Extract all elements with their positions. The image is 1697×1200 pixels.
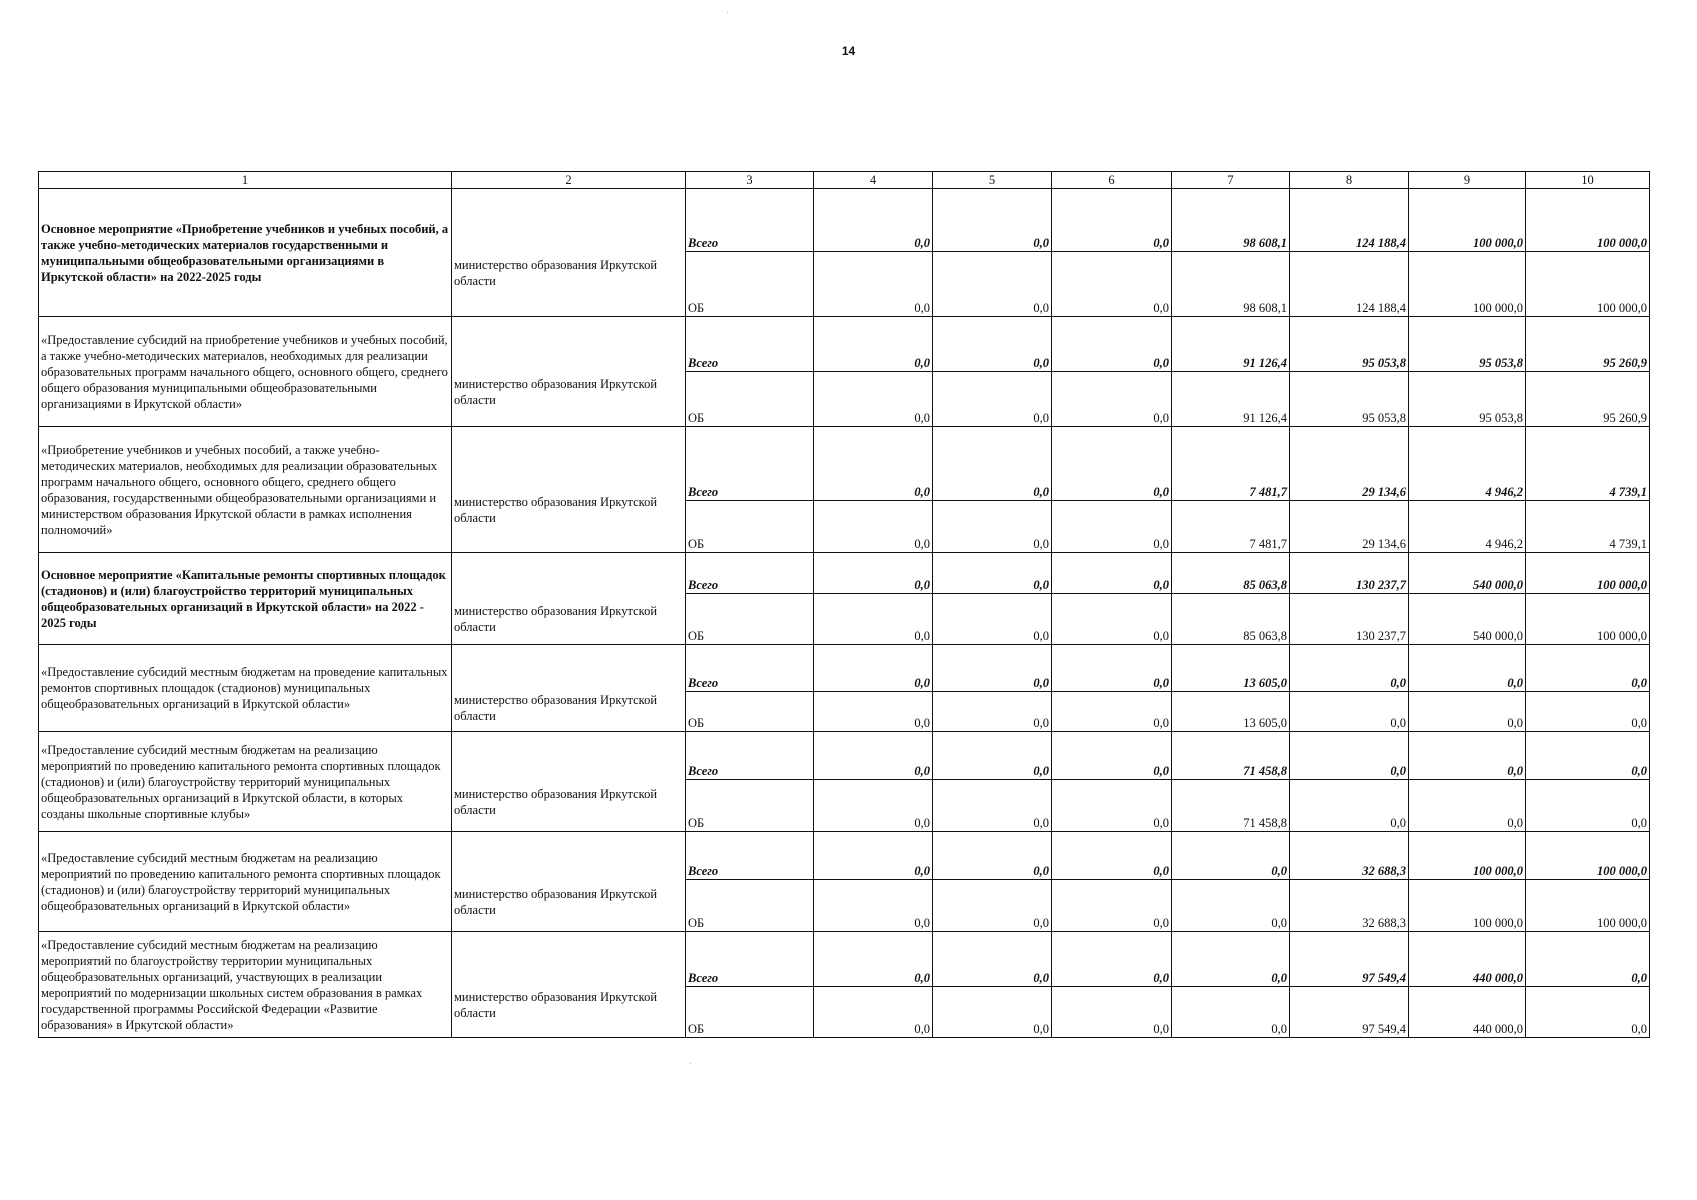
executor: министерство образования Иркутской области (452, 932, 686, 1038)
funding-label-ob: ОБ (686, 780, 814, 832)
ob-value: 0,0 (1409, 692, 1526, 732)
total-value: 0,0 (933, 932, 1052, 987)
ob-value: 0,0 (814, 987, 933, 1038)
total-value: 7 481,7 (1172, 427, 1290, 501)
total-value: 0,0 (814, 317, 933, 372)
total-value: 71 458,8 (1172, 732, 1290, 780)
column-number: 2 (452, 172, 686, 189)
ob-value: 95 053,8 (1290, 372, 1409, 427)
total-value: 29 134,6 (1290, 427, 1409, 501)
ob-value: 0,0 (1290, 692, 1409, 732)
ob-value: 100 000,0 (1526, 594, 1650, 645)
total-value: 0,0 (933, 189, 1052, 252)
total-value: 100 000,0 (1526, 832, 1650, 880)
total-value: 95 053,8 (1290, 317, 1409, 372)
ob-value: 0,0 (1052, 780, 1172, 832)
funding-label-total: Всего (686, 427, 814, 501)
total-value: 0,0 (814, 732, 933, 780)
column-number: 8 (1290, 172, 1409, 189)
total-value: 0,0 (933, 645, 1052, 692)
total-value: 95 053,8 (1409, 317, 1526, 372)
ob-value: 540 000,0 (1409, 594, 1526, 645)
ob-value: 0,0 (814, 372, 933, 427)
ob-value: 0,0 (814, 880, 933, 932)
total-value: 0,0 (1526, 932, 1650, 987)
column-number: 9 (1409, 172, 1526, 189)
column-number: 3 (686, 172, 814, 189)
page-number: 14 (841, 44, 856, 58)
program-description: «Предоставление субсидий местным бюджетам на реализацию мероприятий по проведению капитального ремонта спортивных площадок (стадионов) и (или) благоустройству территорий муниципальных общеобразовательных организаций в Иркутской области, в которых созданы школьные спортивные клубы» (39, 732, 452, 832)
total-value: 0,0 (814, 427, 933, 501)
program-description: «Предоставление субсидий местным бюджетам на реализацию мероприятий по проведению капитального ремонта спортивных площадок (стадионов) и (или) благоустройству территорий муниципальных общеобразовательных организаций в Иркутской области» (39, 832, 452, 932)
column-number: 1 (39, 172, 452, 189)
ob-value: 95 260,9 (1526, 372, 1650, 427)
column-number: 4 (814, 172, 933, 189)
ob-value: 91 126,4 (1172, 372, 1290, 427)
funding-label-total: Всего (686, 832, 814, 880)
total-value: 0,0 (1409, 732, 1526, 780)
scan-speck (727, 12, 728, 13)
executor: министерство образования Иркутской области (452, 832, 686, 932)
total-value: 0,0 (1052, 427, 1172, 501)
ob-value: 13 605,0 (1172, 692, 1290, 732)
total-value: 85 063,8 (1172, 553, 1290, 594)
ob-value: 0,0 (814, 692, 933, 732)
ob-value: 0,0 (933, 372, 1052, 427)
ob-value: 440 000,0 (1409, 987, 1526, 1038)
ob-value: 124 188,4 (1290, 252, 1409, 317)
ob-value: 0,0 (814, 780, 933, 832)
ob-value: 98 608,1 (1172, 252, 1290, 317)
program-row-total (39, 732, 1650, 780)
program-row-total (39, 317, 1650, 372)
program-description: Основное мероприятие «Капитальные ремонты спортивных площадок (стадионов) и (или) благоустройство территорий муниципальных общеобразовательных организаций в Иркутской области» на 2022 - 2025 годы (39, 553, 452, 645)
funding-label-total: Всего (686, 553, 814, 594)
total-value: 4 946,2 (1409, 427, 1526, 501)
total-value: 0,0 (1172, 832, 1290, 880)
ob-value: 0,0 (1052, 880, 1172, 932)
column-number: 10 (1526, 172, 1650, 189)
ob-value: 29 134,6 (1290, 501, 1409, 553)
executor: министерство образования Иркутской области (452, 317, 686, 427)
ob-value: 0,0 (1052, 594, 1172, 645)
ob-value: 0,0 (1052, 692, 1172, 732)
total-value: 0,0 (933, 832, 1052, 880)
executor: министерство образования Иркутской области (452, 553, 686, 645)
total-value: 0,0 (1052, 732, 1172, 780)
total-value: 0,0 (1052, 832, 1172, 880)
total-value: 100 000,0 (1526, 553, 1650, 594)
total-value: 0,0 (1052, 189, 1172, 252)
total-value: 0,0 (1172, 932, 1290, 987)
funding-label-ob: ОБ (686, 252, 814, 317)
ob-value: 0,0 (1409, 780, 1526, 832)
ob-value: 0,0 (933, 252, 1052, 317)
program-row-total (39, 553, 1650, 594)
ob-value: 0,0 (1172, 987, 1290, 1038)
ob-value: 0,0 (1526, 987, 1650, 1038)
total-value: 0,0 (1052, 932, 1172, 987)
ob-value: 0,0 (933, 780, 1052, 832)
total-value: 440 000,0 (1409, 932, 1526, 987)
program-row-total (39, 427, 1650, 501)
program-description: «Предоставление субсидий на приобретение учебников и учебных пособий, а также учебно-методических материалов, необходимых для реализации образовательных программ начального общего, основного общего, среднего общего образования муниципальными общеобразовательными организациями в Иркутской области» (39, 317, 452, 427)
table-body (39, 172, 1650, 1038)
total-value: 540 000,0 (1409, 553, 1526, 594)
ob-value: 71 458,8 (1172, 780, 1290, 832)
ob-value: 85 063,8 (1172, 594, 1290, 645)
total-value: 0,0 (1290, 645, 1409, 692)
executor: министерство образования Иркутской области (452, 732, 686, 832)
total-value: 97 549,4 (1290, 932, 1409, 987)
funding-label-ob: ОБ (686, 594, 814, 645)
total-value: 0,0 (1052, 645, 1172, 692)
scan-speck (690, 1063, 691, 1064)
ob-value: 0,0 (814, 252, 933, 317)
total-value: 0,0 (933, 732, 1052, 780)
total-value: 0,0 (933, 427, 1052, 501)
funding-label-total: Всего (686, 932, 814, 987)
total-value: 0,0 (1409, 645, 1526, 692)
executor: министерство образования Иркутской области (452, 427, 686, 553)
funding-label-total: Всего (686, 732, 814, 780)
total-value: 98 608,1 (1172, 189, 1290, 252)
ob-value: 0,0 (1052, 252, 1172, 317)
ob-value: 4 739,1 (1526, 501, 1650, 553)
ob-value: 100 000,0 (1409, 252, 1526, 317)
program-description: «Приобретение учебников и учебных пособий, а также учебно-методических материалов, необходимых для реализации образовательных программ начального общего, основного общего, среднего общего образования, государственными общеобразовательными организациями и министерством образования Иркутской области в рамках исполнения полномочий» (39, 427, 452, 553)
ob-value: 0,0 (933, 880, 1052, 932)
program-description: «Предоставление субсидий местным бюджетам на реализацию мероприятий по благоустройству территории муниципальных общеобразовательных организаций, участвующих в реализации мероприятий по модернизации школьных систем образования в рамках государственной программы Российской Федерации «Развитие образования» в Иркутской области» (39, 932, 452, 1038)
funding-label-total: Всего (686, 645, 814, 692)
funding-label-total: Всего (686, 317, 814, 372)
total-value: 100 000,0 (1409, 189, 1526, 252)
ob-value: 0,0 (1052, 987, 1172, 1038)
program-row-total (39, 832, 1650, 880)
total-value: 0,0 (814, 645, 933, 692)
total-value: 124 188,4 (1290, 189, 1409, 252)
total-value: 32 688,3 (1290, 832, 1409, 880)
total-value: 0,0 (1290, 732, 1409, 780)
ob-value: 100 000,0 (1409, 880, 1526, 932)
ob-value: 0,0 (814, 501, 933, 553)
total-value: 100 000,0 (1409, 832, 1526, 880)
total-value: 0,0 (1052, 553, 1172, 594)
ob-value: 0,0 (933, 692, 1052, 732)
funding-label-ob: ОБ (686, 372, 814, 427)
ob-value: 7 481,7 (1172, 501, 1290, 553)
total-value: 0,0 (933, 317, 1052, 372)
funding-label-ob: ОБ (686, 692, 814, 732)
ob-value: 100 000,0 (1526, 252, 1650, 317)
ob-value: 95 053,8 (1409, 372, 1526, 427)
funding-label-ob: ОБ (686, 501, 814, 553)
ob-value: 130 237,7 (1290, 594, 1409, 645)
funding-label-total: Всего (686, 189, 814, 252)
executor: министерство образования Иркутской области (452, 189, 686, 317)
total-value: 95 260,9 (1526, 317, 1650, 372)
program-row-total (39, 645, 1650, 692)
total-value: 0,0 (814, 553, 933, 594)
total-value: 0,0 (814, 189, 933, 252)
column-number: 6 (1052, 172, 1172, 189)
funding-label-ob: ОБ (686, 987, 814, 1038)
total-value: 130 237,7 (1290, 553, 1409, 594)
funding-label-ob: ОБ (686, 880, 814, 932)
column-number-row (39, 172, 1650, 189)
total-value: 0,0 (933, 553, 1052, 594)
column-number: 7 (1172, 172, 1290, 189)
total-value: 0,0 (1526, 645, 1650, 692)
ob-value: 32 688,3 (1290, 880, 1409, 932)
ob-value: 0,0 (1052, 501, 1172, 553)
budget-table (38, 171, 1650, 1038)
program-description: «Предоставление субсидий местным бюджетам на проведение капитальных ремонтов спортивных площадок (стадионов) муниципальных общеобразовательных организаций в Иркутской области» (39, 645, 452, 732)
ob-value: 0,0 (933, 987, 1052, 1038)
total-value: 100 000,0 (1526, 189, 1650, 252)
total-value: 0,0 (814, 832, 933, 880)
ob-value: 100 000,0 (1526, 880, 1650, 932)
total-value: 0,0 (1052, 317, 1172, 372)
ob-value: 0,0 (1290, 780, 1409, 832)
ob-value: 0,0 (933, 594, 1052, 645)
column-number: 5 (933, 172, 1052, 189)
ob-value: 0,0 (1172, 880, 1290, 932)
ob-value: 0,0 (814, 594, 933, 645)
ob-value: 4 946,2 (1409, 501, 1526, 553)
ob-value: 97 549,4 (1290, 987, 1409, 1038)
total-value: 13 605,0 (1172, 645, 1290, 692)
ob-value: 0,0 (933, 501, 1052, 553)
program-row-total (39, 932, 1650, 987)
executor: министерство образования Иркутской области (452, 645, 686, 732)
total-value: 4 739,1 (1526, 427, 1650, 501)
ob-value: 0,0 (1526, 780, 1650, 832)
program-description: Основное мероприятие «Приобретение учебников и учебных пособий, а также учебно-методических материалов государственными и муниципальными общеобразовательными организациями в Иркутской области» на 2022-2025 годы (39, 189, 452, 317)
total-value: 0,0 (814, 932, 933, 987)
total-value: 91 126,4 (1172, 317, 1290, 372)
ob-value: 0,0 (1526, 692, 1650, 732)
total-value: 0,0 (1526, 732, 1650, 780)
program-row-total (39, 189, 1650, 252)
ob-value: 0,0 (1052, 372, 1172, 427)
